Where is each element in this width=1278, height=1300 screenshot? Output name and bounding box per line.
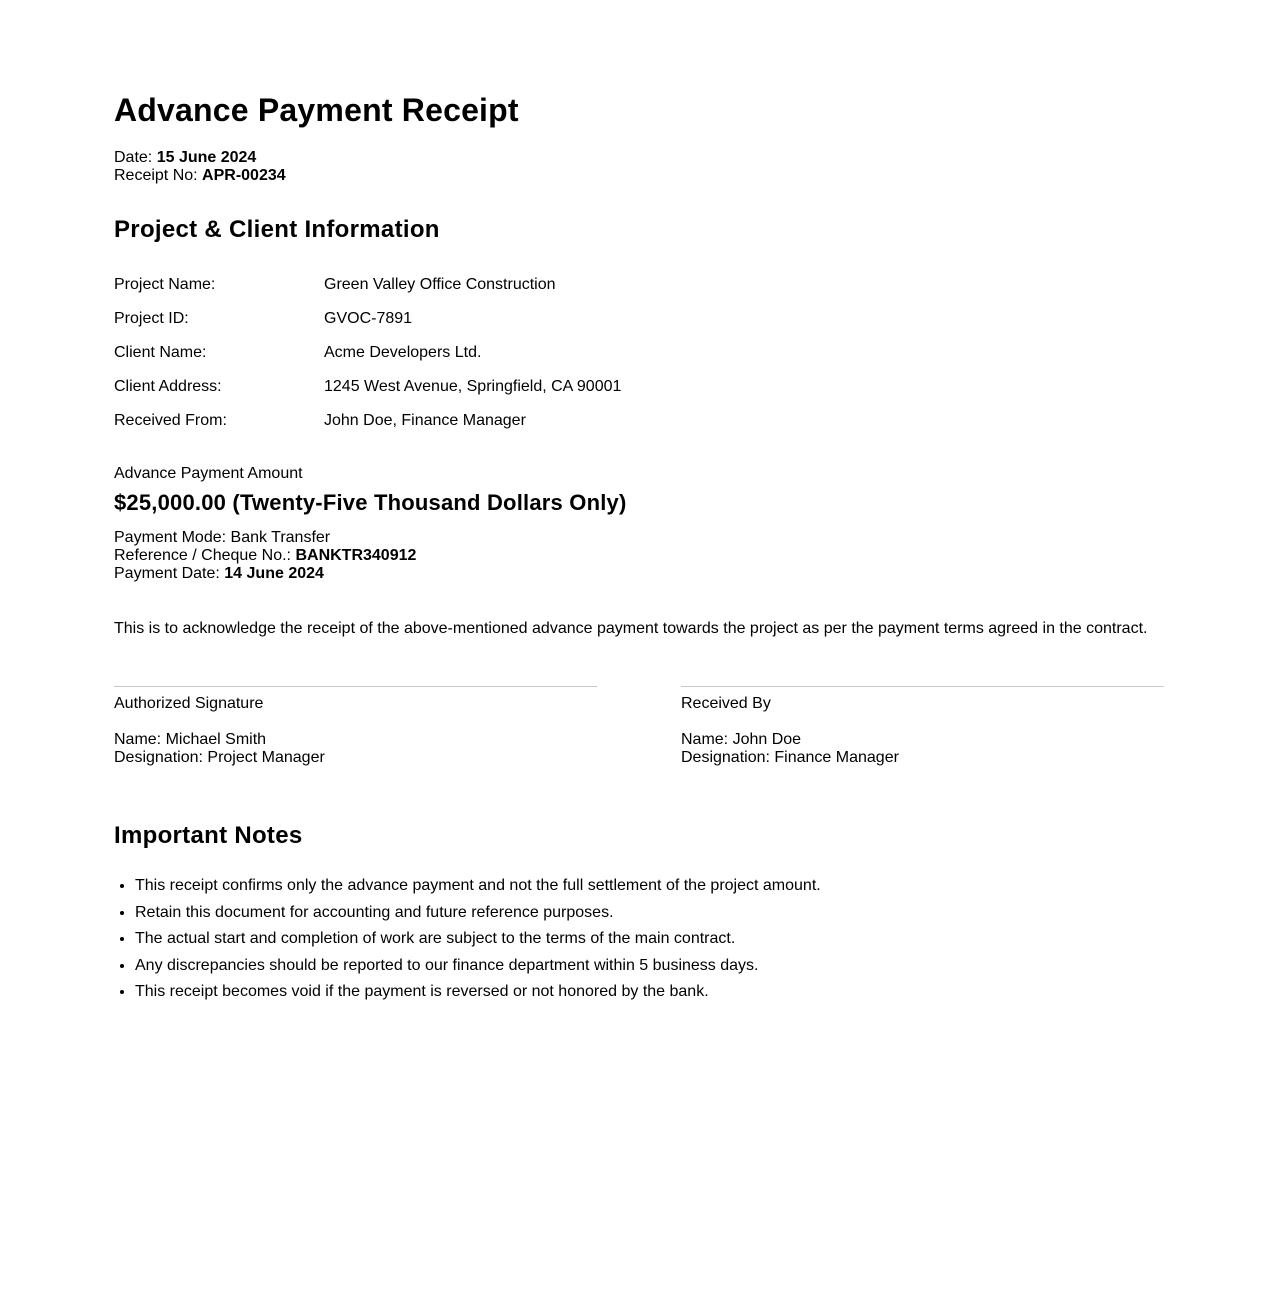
receiver-name: John Doe: [732, 731, 802, 748]
payment-reference-value: BANKTR340912: [295, 547, 417, 564]
payment-details: [114, 529, 1164, 583]
project-name-value: Green Valley Office Construction: [324, 276, 556, 293]
project-name-label: Project Name:: [114, 276, 216, 293]
client-address-label: Client Address:: [114, 378, 222, 395]
receiver-designation-label: Designation:: [681, 749, 770, 766]
amount-value: $25,000.00 (Twenty-Five Thousand Dollars Only): [114, 490, 627, 515]
received-by-title: Received By: [681, 695, 771, 712]
list-item: • This receipt confirms only the advance payment and not the full settlement of the project amount.: [135, 877, 1164, 895]
receiver-name-label: Name:: [681, 731, 729, 748]
acknowledgement-text: This is to acknowledge the receipt of the above-mentioned advance payment towards the project as per the payment terms agreed in the contract.: [114, 620, 1148, 637]
signatory-designation-label: Designation:: [114, 749, 203, 766]
list-item: • The actual start and completion of work are subject to the terms of the main contract.: [135, 930, 1164, 948]
received-from-label: Received From:: [114, 412, 227, 429]
receipt-number-line: [114, 167, 1164, 185]
table-row: [114, 336, 621, 370]
payment-mode-label: Payment Mode:: [114, 529, 227, 546]
table-row: [114, 268, 621, 302]
receipt-number-value: APR-00234: [202, 167, 286, 184]
signatory-designation: Project Manager: [207, 749, 325, 766]
receipt-number-label: Receipt No:: [114, 167, 198, 184]
receiver-name-line: [681, 731, 1164, 749]
date-value: 15 June 2024: [156, 149, 257, 166]
page-title: Advance Payment Receipt: [114, 92, 519, 128]
table-row: [114, 370, 621, 404]
date-label: Date:: [114, 149, 153, 166]
payment-reference-line: [114, 547, 1164, 565]
signature-title: Authorized Signature: [114, 695, 264, 712]
authorized-signature-block: [114, 686, 597, 767]
payment-date-line: [114, 565, 1164, 583]
notes-list: [114, 877, 1164, 1001]
payment-mode-value: Bank Transfer: [230, 529, 331, 546]
amount-label: Advance Payment Amount: [114, 465, 303, 482]
notes-heading: Important Notes: [114, 822, 303, 849]
client-name-label: Client Name:: [114, 344, 207, 361]
client-name-value: Acme Developers Ltd.: [324, 344, 482, 361]
list-item: • Any discrepancies should be reported to our finance department within 5 business days.: [135, 957, 1164, 975]
list-item: • Retain this document for accounting and future reference purposes.: [135, 904, 1164, 922]
signatory-name-label: Name:: [114, 731, 162, 748]
receipt-date-line: [114, 149, 1164, 167]
signature-section: [114, 686, 1164, 767]
receiver-designation-line: [681, 749, 1164, 767]
project-id-value: GVOC-7891: [324, 310, 413, 327]
table-row: [114, 404, 621, 438]
receiver-designation: Finance Manager: [774, 749, 899, 766]
list-item: • This receipt becomes void if the payment is reversed or not honored by the bank.: [135, 983, 1164, 1001]
project-id-label: Project ID:: [114, 310, 189, 327]
payment-reference-label: Reference / Cheque No.:: [114, 547, 291, 564]
client-address-value: 1245 West Avenue, Springfield, CA 90001: [324, 378, 622, 395]
project-info-table: [114, 268, 621, 438]
received-from-value: John Doe, Finance Manager: [324, 412, 526, 429]
table-row: [114, 302, 621, 336]
receipt-meta: [114, 149, 1164, 185]
signatory-designation-line: [114, 749, 597, 767]
signatory-name: Michael Smith: [165, 731, 267, 748]
project-section-heading: Project & Client Information: [114, 216, 440, 243]
signatory-name-line: [114, 731, 597, 749]
payment-date-label: Payment Date:: [114, 565, 220, 582]
payment-mode-line: [114, 529, 1164, 547]
received-by-block: [681, 686, 1164, 767]
payment-date-value: 14 June 2024: [224, 565, 324, 582]
